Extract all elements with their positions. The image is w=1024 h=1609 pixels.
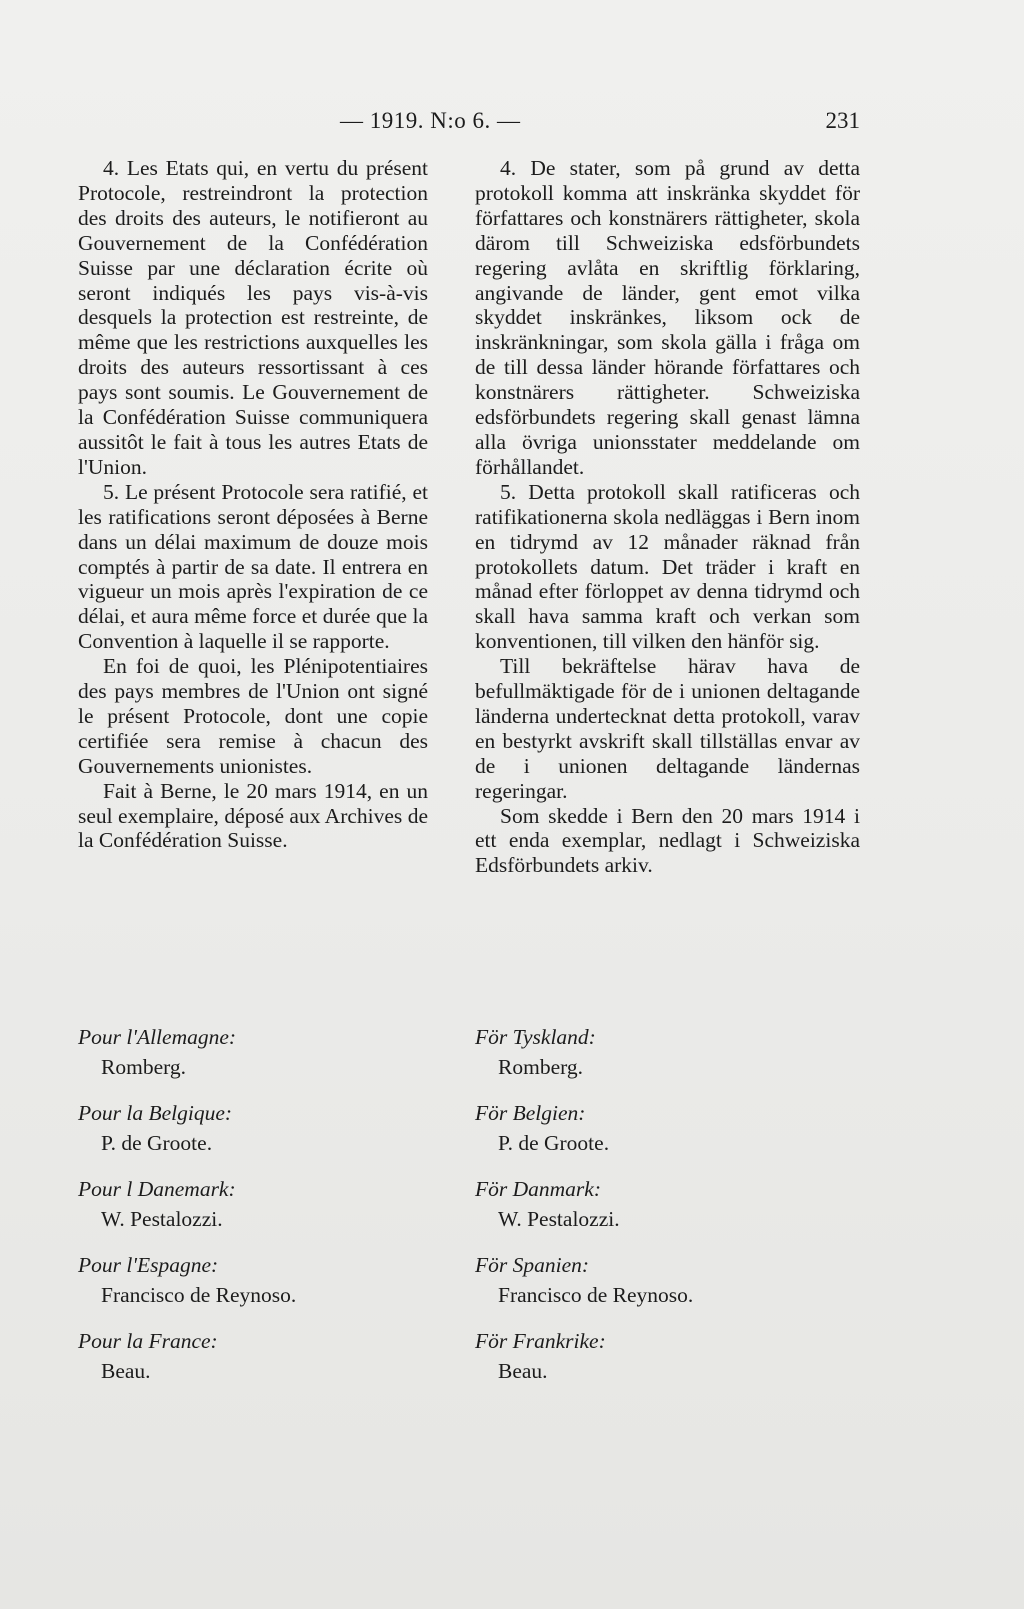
signature-entry [78,1174,438,1250]
swedish-paragraph-4: 4. De stater, som på grund av detta protokoll komma att inskränka skyddet för författares och konstnärers rättigheter, skola därom till Schweiziska edsförbundets regering avlåta en skriftlig förklaring, angivande de länder, gent emot vilka skyddet inskränkes, liksom ock de inskränkningar, som skola gälla i fråga om de till dessa länder hörande författares och konstnärers rättigheter. Schweiziska edsförbundets regering skall genast lämna alla övriga unionsstater meddelande om förhållandet. [475,156,860,479]
signature-signer: W. Pestalozzi. [101,1207,223,1231]
signature-country: För Belgien: [475,1101,586,1125]
signature-entry [78,1250,438,1326]
french-paragraph-fait: Fait à Berne, le 20 mars 1914, en un seul exemplaire, déposé aux Archives de la Confédération Suisse. [78,778,428,853]
signature-signer: P. de Groote. [498,1131,610,1155]
signature-signer: Beau. [101,1359,151,1383]
signature-country: För Tyskland: [475,1025,596,1049]
signature-entry [78,1098,438,1174]
french-paragraph-5: 5. Le présent Protocole sera ratifié, et les ratifications seront déposées à Berne dans un délai maximum de douze mois comptés à partir de sa date. Il entrera en vigueur un mois après l'expiration de ce délai, et aura même force et durée que la Convention à laquelle il se rapporte. [78,479,428,654]
french-text-column [78,156,428,853]
signature-signer: Beau. [498,1359,548,1383]
french-signature-block [78,1022,438,1402]
signature-signer: Romberg. [101,1055,187,1079]
signature-country: För Spanien: [475,1253,590,1277]
signature-country: Pour la Belgique: [78,1101,233,1125]
signature-entry [78,1326,438,1402]
french-paragraph-en-foi: En foi de quoi, les Plénipotentiaires des pays membres de l'Union ont signé le présent Protocole, dont une copie certifiée sera remise à chacun des Gouvernements unionistes. [78,654,428,778]
swedish-paragraph-5: 5. Detta protokoll skall ratificeras och ratifikationerna skola nedläggas i Bern inom en tidrymd av 12 månader räknad från protokollets datum. Det träder i kraft en månad efter förloppet av denna tidrymd och skall hava samma kraft och verkan som konventionen, till vilken den hänför sig. [475,479,860,654]
signature-country: Pour l Danemark: [78,1177,236,1201]
page-header [340,100,860,136]
running-head: — 1919. N:o 6. — [340,108,521,133]
signature-signer: Romberg. [498,1055,584,1079]
swedish-paragraph-till: Till bekräftelse härav hava de befullmäktigade för de i unionen deltagande länderna undertecknat detta protokoll, varav en bestyrkt avskrift skall tillställas envar av de i unionen deltagande ländernas regeringar. [475,654,860,803]
french-paragraph-4: 4. Les Etats qui, en vertu du présent Protocole, restreindront la protection des droits des auteurs, le notifieront au Gouvernement de la Confédération Suisse par une déclaration écrite où seront indiqués les pays vis-à-vis desquels la protection est restreinte, de même que les restrictions auxquelles les droits des auteurs ressortissant à ces pays sont soumis. Le Gouvernement de la Confédération Suisse communiquera aussitôt le fait à tous les autres Etats de l'Union. [78,156,428,479]
signature-country: Pour la France: [78,1329,218,1353]
swedish-signature-block [475,1022,865,1402]
swedish-paragraph-som: Som skedde i Bern den 20 mars 1914 i ett enda exemplar, nedlagt i Schweiziska Edsförbundets arkiv. [475,803,860,878]
signature-entry [475,1022,865,1098]
signature-country: För Danmark: [475,1177,601,1201]
signature-signer: Francisco de Reynoso. [101,1283,297,1307]
signature-signer: Francisco de Reynoso. [498,1283,694,1307]
swedish-text-column [475,156,860,878]
signature-entry [475,1098,865,1174]
signature-entry [475,1326,865,1402]
signature-signer: W. Pestalozzi. [498,1207,620,1231]
signature-entry [475,1174,865,1250]
signature-country: För Frankrike: [475,1329,606,1353]
signature-entry [475,1250,865,1326]
signature-country: Pour l'Allemagne: [78,1025,237,1049]
page-number: 231 [825,108,860,133]
signature-entry [78,1022,438,1098]
signature-signer: P. de Groote. [101,1131,213,1155]
signature-country: Pour l'Espagne: [78,1253,219,1277]
